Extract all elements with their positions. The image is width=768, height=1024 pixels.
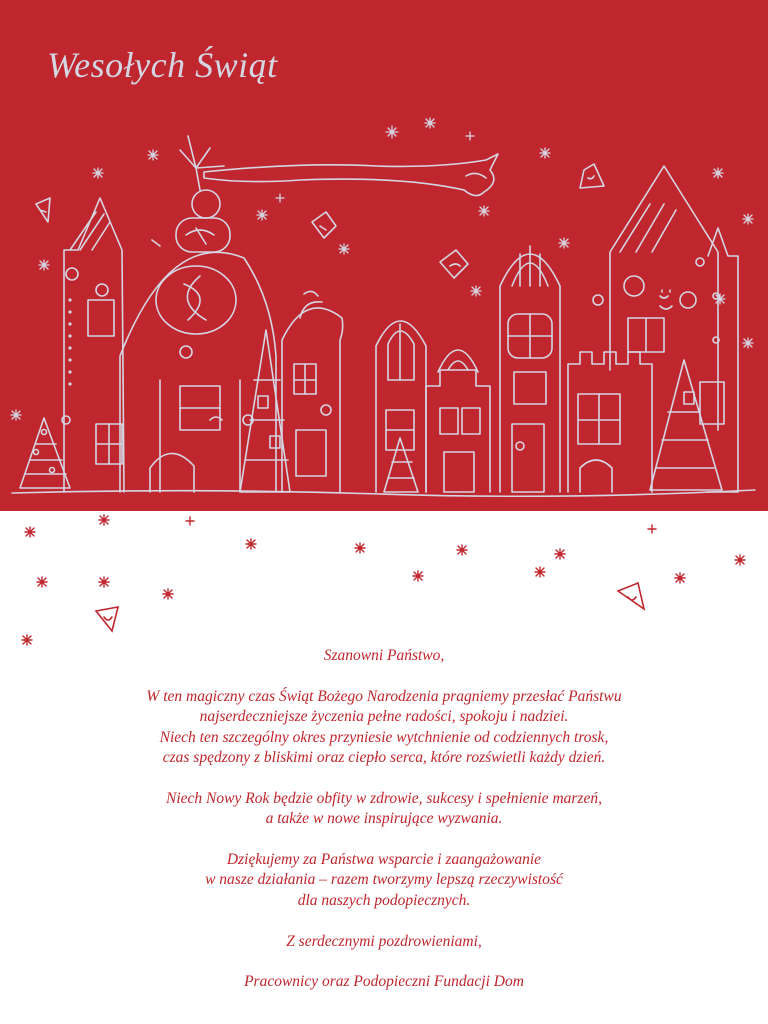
- letter-line: najserdeczniejsze życzenia pełne radości, spokoju i nadziei.: [199, 708, 569, 726]
- letter-line: a także w nowe inspirujące wyzwania.: [265, 810, 503, 828]
- letter-line: czas spędzony z bliskimi oraz ciepło serca, które rozświetli każdy dzień.: [162, 749, 606, 767]
- letter-line: dla naszych podopiecznych.: [297, 891, 471, 909]
- letter-line: w nasze działania – razem tworzymy lepszą rzeczywistość: [205, 871, 563, 889]
- letter-paragraph-wishes: [0, 687, 768, 769]
- letter-line: Dziękujemy za Państwa wsparcie i zaangażowanie: [226, 851, 542, 869]
- card-title: Wesołych Świąt: [47, 45, 278, 85]
- christmas-town-illustration: [0, 0, 768, 511]
- letter-paragraph-thanks: [0, 850, 768, 911]
- letter-signature: Pracownicy oraz Podopieczni Fundacji Dom: [244, 973, 524, 991]
- letter-line: Niech ten szczególny okres przyniesie wytchnienie od codziennych trosk,: [159, 728, 609, 746]
- letter-closing: Z serdecznymi pozdrowieniami,: [286, 932, 482, 950]
- christmas-letter: [0, 646, 768, 993]
- christmas-banner: [0, 0, 768, 511]
- falling-stars-decoration: [0, 511, 768, 646]
- letter-paragraph-new-year: [0, 789, 768, 830]
- letter-line: Niech Nowy Rok będzie obfity w zdrowie, sukcesy i spełnienie marzeń,: [166, 789, 602, 807]
- letter-line: W ten magiczny czas Świąt Bożego Narodzenia pragniemy przesłać Państwu: [146, 687, 622, 705]
- letter-greeting: Szanowni Państwo,: [323, 647, 445, 664]
